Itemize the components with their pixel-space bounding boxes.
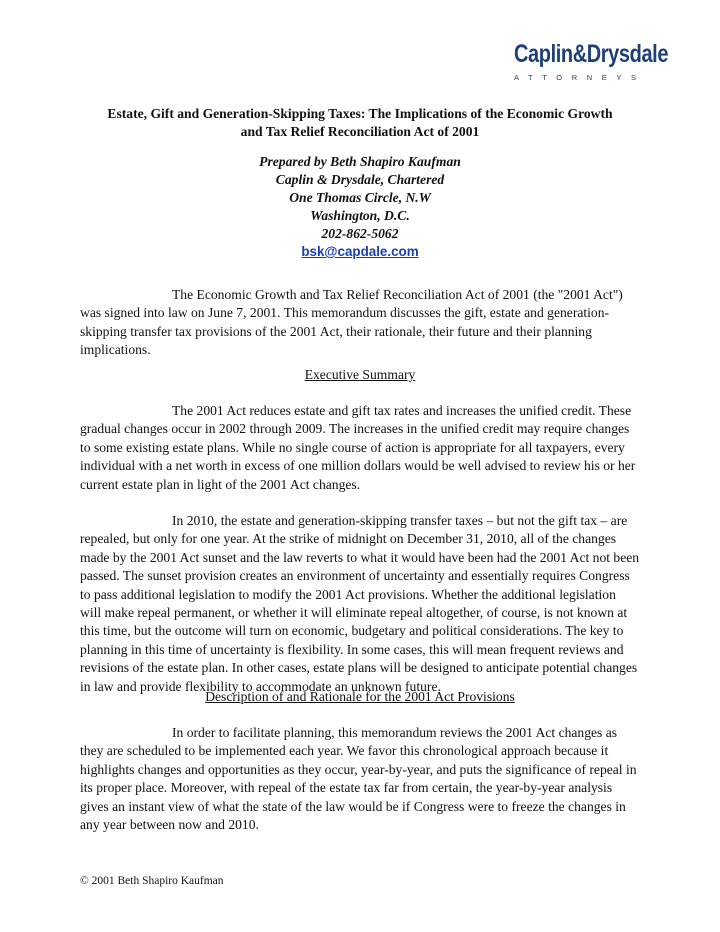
intro-paragraph: The Economic Growth and Tax Relief Reconciliation Act of 2001 (the "2001 Act") was signed into law on June 7, 2001. This memorandum discusses the gift, estate and generation-skipping transfer tax provisions of the 2001 Act, their rationale, their future and their planning implications. <box>80 287 623 358</box>
phone-number: 202-862-5062 <box>321 226 399 241</box>
copyright-footer: © 2001 Beth Shapiro Kaufman <box>80 875 224 887</box>
logo-name: Caplin&Drysdale <box>514 40 669 68</box>
street-address: One Thomas Circle, N.W <box>289 190 431 205</box>
firm-logo <box>514 40 669 82</box>
city: Washington, D.C. <box>310 208 410 223</box>
email-link[interactable]: bsk@capdale.com <box>301 244 419 259</box>
description-heading-text: Description of and Rationale for the 2001 Act Provisions <box>205 689 515 704</box>
executive-summary-heading <box>60 367 660 383</box>
executive-summary-heading-text: Executive Summary <box>304 367 416 382</box>
firm-name: Caplin & Drysdale, Chartered <box>275 172 445 187</box>
summary-paragraph-1: The 2001 Act reduces estate and gift tax rates and increases the unified credit. These gradual changes occur in 2002 through 2009. The increases in the unified credit may require changes to some existing estate plans. While no single course of action is appropriate for all taxpayers, every individual with a net worth in excess of one million dollars would be well advised to review his or her current estate plan in light of the 2001 Act changes. <box>80 403 636 492</box>
author-block <box>60 153 660 261</box>
logo-tagline: ATTORNEYS <box>514 73 646 82</box>
prepared-by: Prepared by Beth Shapiro Kaufman <box>259 154 461 169</box>
document-title <box>60 105 660 141</box>
title-line-2: and Tax Relief Reconciliation Act of 2001 <box>240 124 480 139</box>
title-line-1: Estate, Gift and Generation-Skipping Taxes: The Implications of the Economic Growth <box>107 106 613 121</box>
description-heading <box>60 689 660 705</box>
summary-paragraph-2: In 2010, the estate and generation-skipping transfer taxes – but not the gift tax – are repealed, but only for one year. At the strike of midnight on December 31, 2010, all of the changes made by the 2001 Act sunset and the law reverts to what it would have been had the 2001 Act not been passed. The sunset provision creates an environment of uncertainty and essentially requires Congress to pass additional legislation to modify the 2001 Act provisions. Whether the additional legislation will make repeal permanent, or whether it will eliminate repeal altogether, of course, is not known at this time, but the outcome will turn on economic, budgetary and political considerations. The key to planning in this time of uncertainty is flexibility. In some cases, this will mean frequent reviews and revisions of the estate plan. In other cases, estate plans will be designed to anticipate potential changes in law and provide flexibility to accommodate an unknown future. <box>80 513 640 694</box>
description-paragraph-1: In order to facilitate planning, this memorandum reviews the 2001 Act changes as they are scheduled to be implemented each year. We favor this chronological approach because it highlights changes and opportunities as they occur, year-by-year, and puts the significance of repeal in its proper place. Moreover, with repeal of the estate tax far from certain, the year-by-year analysis gives an instant view of what the state of the law would be if Congress were to freeze the changes in any year between now and 2010. <box>80 725 637 833</box>
